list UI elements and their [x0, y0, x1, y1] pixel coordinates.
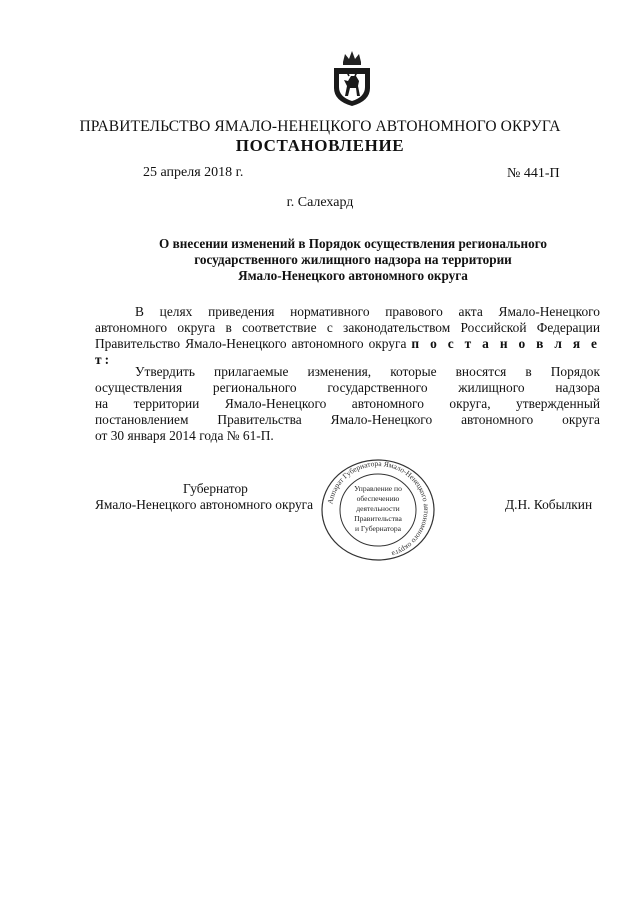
signatory-organization: Ямало-Ненецкого автономного округа	[95, 497, 314, 512]
paragraph-line: автономного округа в соответствие с законодательством Российской Федерации	[95, 320, 600, 335]
paragraph-line: постановлением Правительства Ямало-Ненецкого автономного округа	[95, 412, 600, 427]
official-seal	[318, 458, 438, 562]
paragraph-line: на территории Ямало-Ненецкого автономного округа, утвержденный	[95, 396, 600, 411]
government-name: ПРАВИТЕЛЬСТВО ЯМАЛО-НЕНЕЦКОГО АВТОНОМНОГО ОКРУГА	[79, 118, 561, 135]
signatory-name: Д.Н. Кобылкин	[505, 497, 593, 512]
document-title	[118, 236, 588, 284]
seal-line: Правительства	[354, 514, 402, 523]
seal-line: деятельности	[356, 504, 400, 513]
seal-line: Управление по	[354, 484, 402, 493]
preamble-paragraph	[95, 304, 600, 368]
paragraph-line: Утвердить прилагаемые изменения, которые вносятся в Порядок	[135, 364, 600, 379]
title-line: О внесении изменений в Порядок осуществления регионального	[159, 236, 547, 251]
document-date: 25 апреля 2018 г.	[143, 165, 244, 180]
seal-ring-text: Аппарат Губернатора Ямало-Ненецкого автономного округа	[325, 458, 432, 559]
signatory-position: Губернатор	[183, 481, 248, 496]
document-type: ПОСТАНОВЛЕНИЕ	[235, 136, 405, 155]
seal-line: и Губернатора	[354, 524, 402, 533]
paragraph-line: осуществления регионального государственного жилищного надзора	[95, 380, 600, 395]
resolution-paragraph	[95, 364, 600, 444]
paragraph-text: Правительство Ямало-Ненецкого автономного округа	[95, 336, 407, 351]
paragraph-line: В целях приведения нормативного правового акта Ямало-Ненецкого	[135, 304, 600, 319]
decree-word: п о с т а н о в л я е т:	[95, 336, 600, 367]
document-number: № 441-П	[507, 166, 560, 181]
paragraph-line: от 30 января 2014 года № 61-П.	[95, 428, 274, 443]
document-city: г. Салехард	[286, 195, 354, 210]
coat-of-arms-icon	[329, 48, 375, 108]
seal-line: обеспечению	[356, 494, 400, 503]
title-line: Ямало-Ненецкого автономного округа	[238, 268, 468, 283]
title-line: государственного жилищного надзора на территории	[194, 252, 512, 267]
